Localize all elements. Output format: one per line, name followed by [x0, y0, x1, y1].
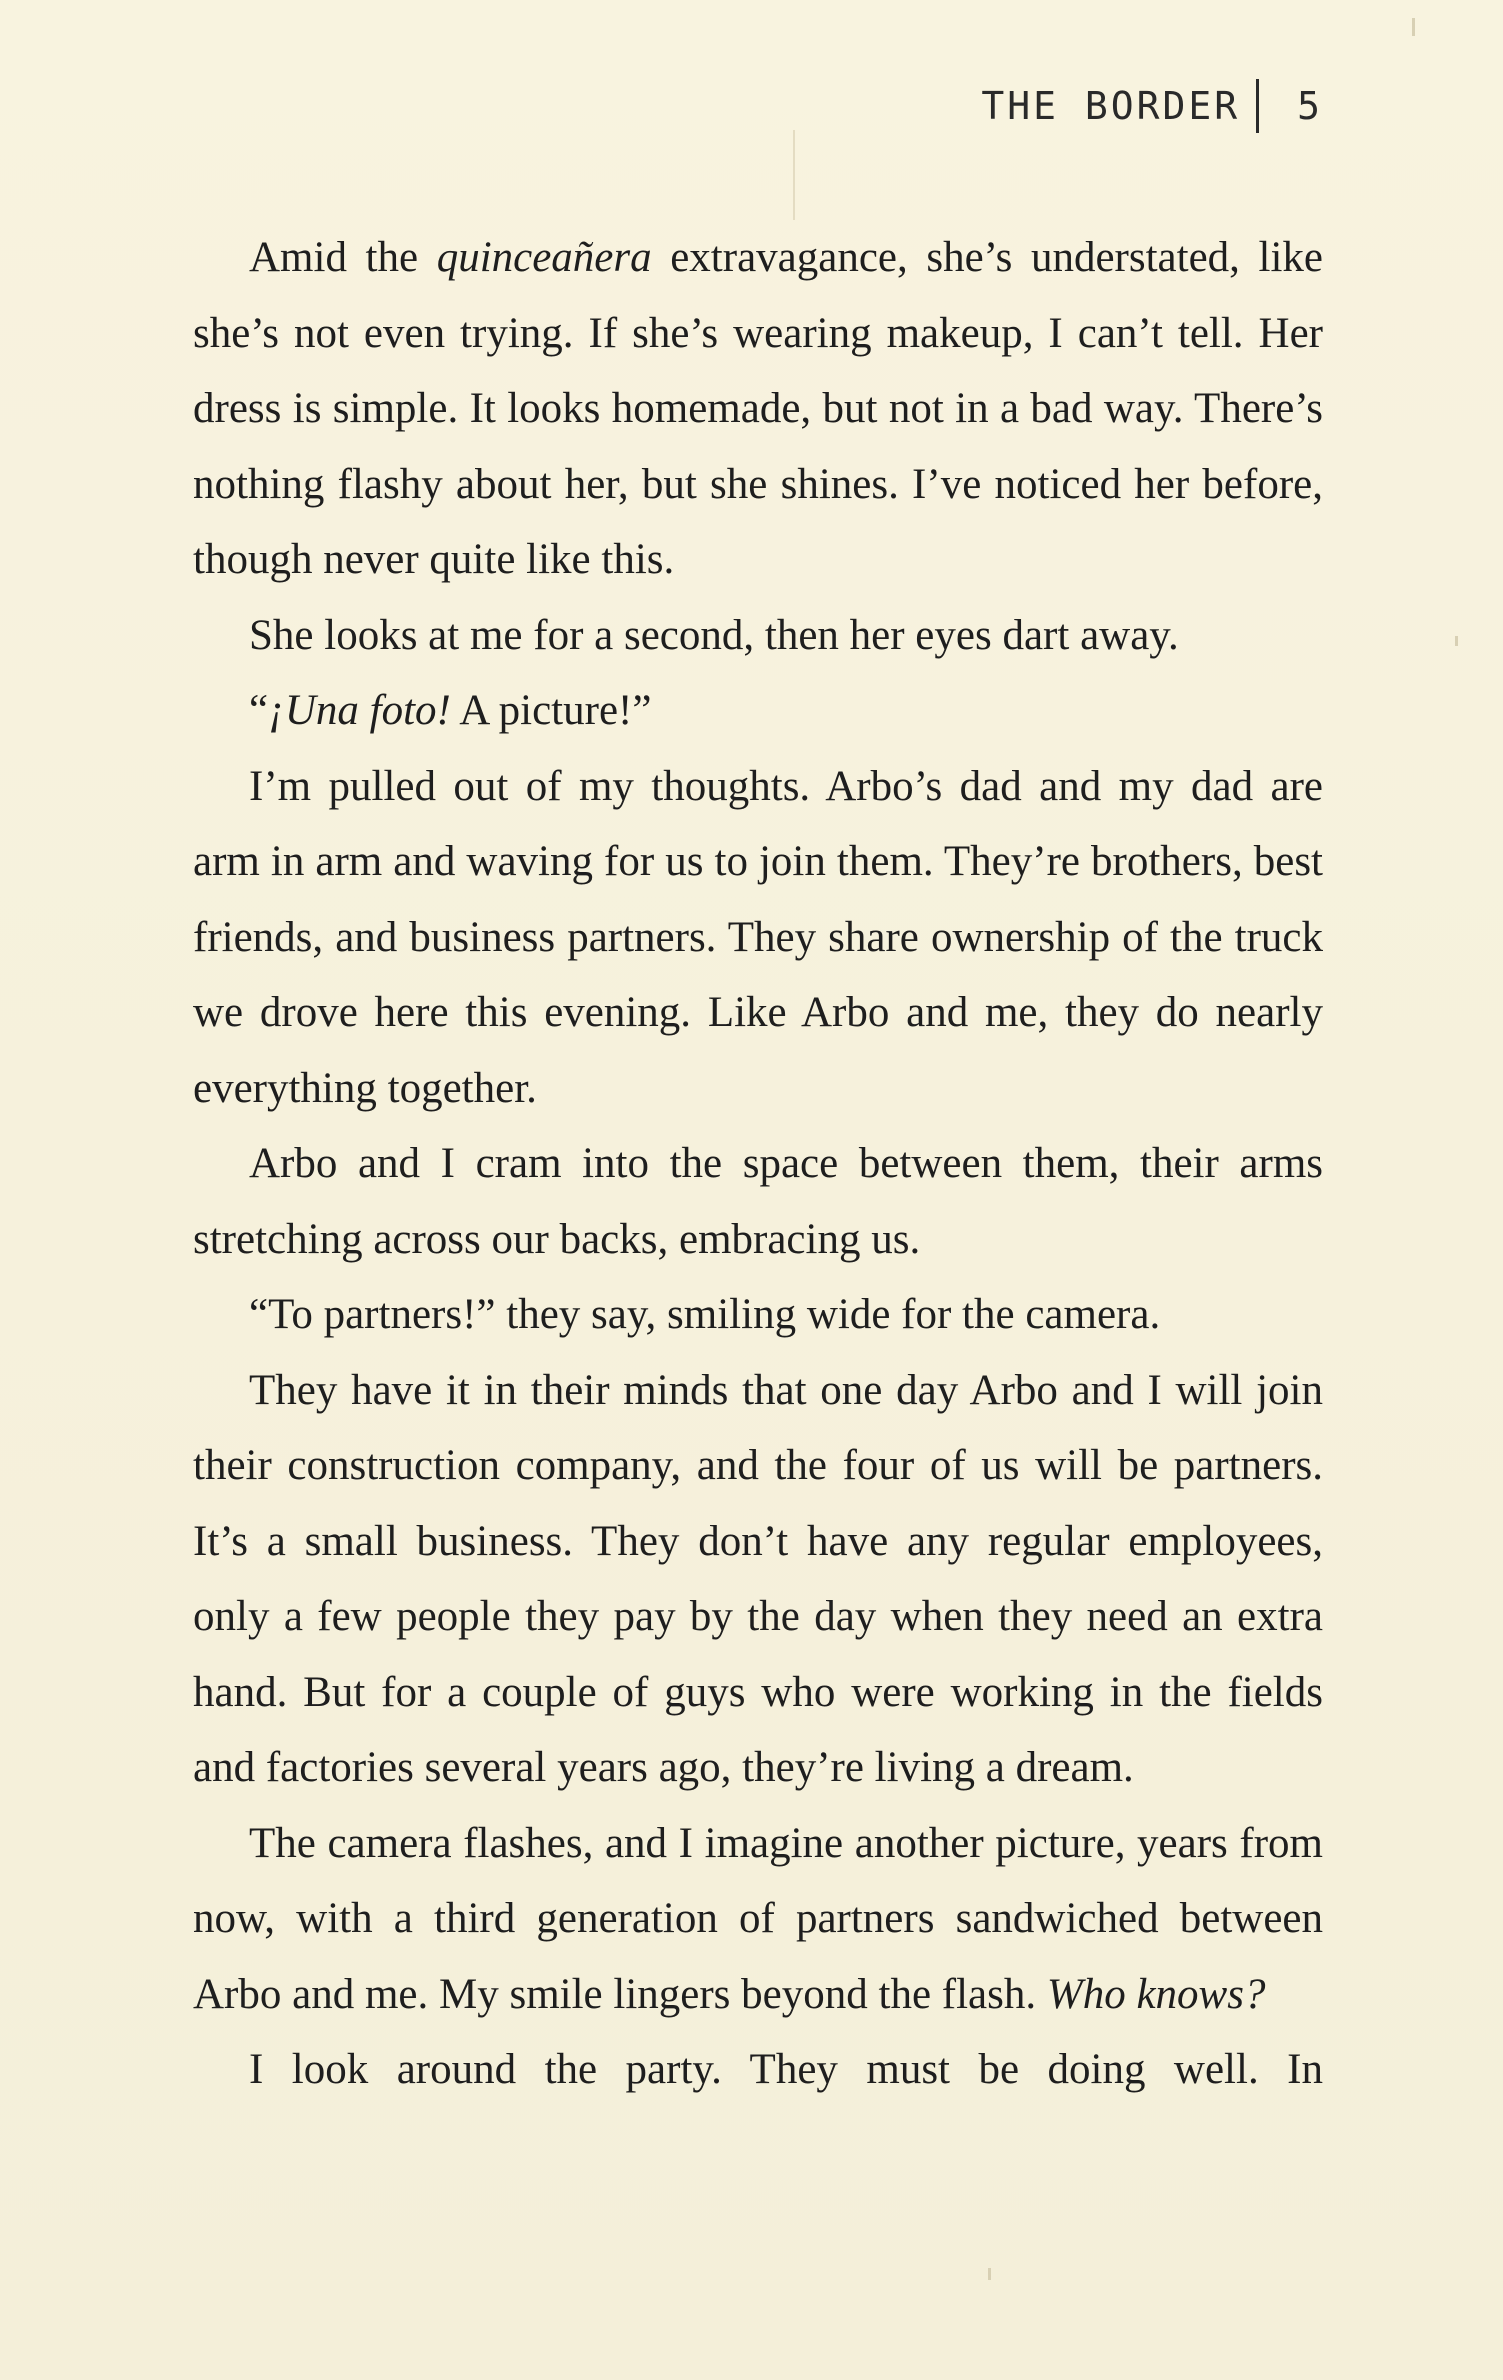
body-text	[193, 220, 1323, 2108]
header-divider	[1256, 79, 1259, 133]
paragraph: I look around the party. They must be doing well. In	[249, 2046, 1323, 2093]
paragraph: “To partners!” they say, smiling wide for the camera.	[249, 1291, 1161, 1338]
paragraph: “¡Una foto! A picture!”	[249, 687, 652, 734]
paper-speck	[793, 130, 795, 220]
paper-speck	[988, 2268, 991, 2280]
paragraph: They have it in their minds that one day Arbo and I will join their construction company, and the four of us will be partners. It’s a small business. They don’t have any regular employees, only a few people they pay by the day when they need an extra hand. But for a couple of guys who were working in the fields and factories several years ago, they’re living a dream.	[193, 1366, 1323, 1791]
paper-speck	[1455, 636, 1458, 646]
paragraph: The camera flashes, and I imagine another picture, years from now, with a third generation of partners sandwiched between Arbo and me. My smile lingers beyond the flash. Who knows?	[193, 1819, 1323, 2018]
page-number: 5	[1297, 84, 1323, 128]
paragraph: Arbo and I cram into the space between them, their arms stretching across our backs, embracing us.	[193, 1140, 1323, 1263]
paragraph: She looks at me for a second, then her eyes dart away.	[249, 611, 1179, 659]
paragraph: I’m pulled out of my thoughts. Arbo’s dad and my dad are arm in arm and waving for us to join them. They’re brothers, best friends, and business partners. They share ownership of the truck we drove here this evening. Like Arbo and me, they do nearly everything together.	[193, 762, 1323, 1112]
paragraph: Amid the quinceañera extravagance, she’s understated, like she’s not even trying. If she’s wearing makeup, I can’t tell. Her dress is simple. It looks homemade, but not in a bad way. There’s nothing flashy about her, but she shines. I’ve noticed her before, though never quite like this.	[193, 234, 1323, 583]
running-header	[981, 78, 1323, 134]
chapter-title: THE BORDER	[981, 84, 1241, 128]
paper-speck	[1412, 18, 1415, 36]
